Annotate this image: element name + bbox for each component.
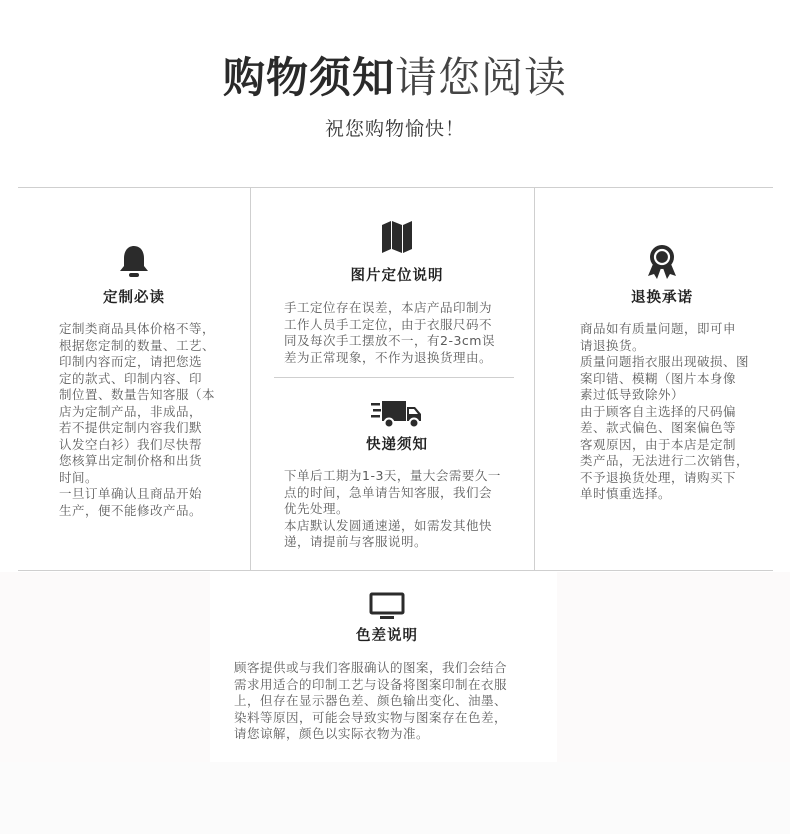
section-returns-text: 商品如有质量问题，即可申 请退换货。 质量问题指衣服出现破损、图 案印错、模糊（图片本身像 素过低导致除外） 由于顾客自主选择的尺码偏 差、款式偏色、图案偏色等 客观原因，由于本店是定制 类产品，无法进行二次销售， 不予退换货处理，请购买下 单时慎重选择。 [580,321,750,501]
section-delivery-title: 快递须知 [366,437,428,453]
bell-icon [117,244,151,280]
divider-center-split [274,377,514,378]
page-title-light: 请您阅读 [395,53,568,102]
map-icon [381,220,413,254]
section-image-position [262,220,532,366]
divider-right-column [534,188,535,570]
delivery-truck-icon [371,400,423,430]
monitor-icon [369,592,405,620]
page-title-bold: 购物须知 [222,53,395,102]
page-header [0,52,790,141]
section-custom [26,244,242,519]
section-color-text: 顾客提供或与我们客服确认的图案，我们会结合 需求用适合的印制工艺与设备将图案印制在衣服 上，但存在显示器色差、颜色输出变化、油墨、 染料等原因，可能会导致实物与图案存在色差， 请您谅解，颜色以实际衣物为准。 [234,660,508,741]
award-ribbon-icon [645,244,679,280]
section-delivery-text: 下单后工期为1-3天，量大会需要久一 点的时间，急单请告知客服，我们会 优先处理。 本店默认发圆通速递，如需发其他快 递，请提前与客服说明。 [284,468,501,549]
divider-top [18,187,773,188]
section-custom-text: 定制类商品具体价格不等， 根据您定制的数量、工艺、 印制内容而定，请把您选 定的款式、印制内容、印 制位置、数量告知客服（本 店为定制产品，非成品， 若不提供定制内容我们默 认发空白衫）我们尽快帮 您核算出定制价格和出货 时间。 一旦订单确认且商品开始 生产，便不能修改产品。 [59,321,216,518]
section-delivery [262,400,532,551]
section-image-position-text: 手工定位存在误差，本店产品印制为 工作人员手工定位，由于衣服尺码不 同及每次手工摆放不一，有2-3cm误 差为正常现象，不作为退换货理由。 [284,300,495,365]
divider-middle [18,570,773,571]
section-image-position-title: 图片定位说明 [350,268,444,284]
background-panel-right [557,572,790,762]
section-color [222,592,552,743]
page-subtitle: 祝您购物愉快！ [324,118,465,140]
divider-left-column [250,188,251,570]
section-custom-title: 定制必读 [103,290,165,306]
section-returns [542,244,782,503]
background-footer-band [0,762,790,834]
page-title [0,52,790,104]
section-returns-title: 退换承诺 [631,290,693,306]
section-color-title: 色差说明 [356,628,418,644]
background-panel-left [0,572,210,762]
